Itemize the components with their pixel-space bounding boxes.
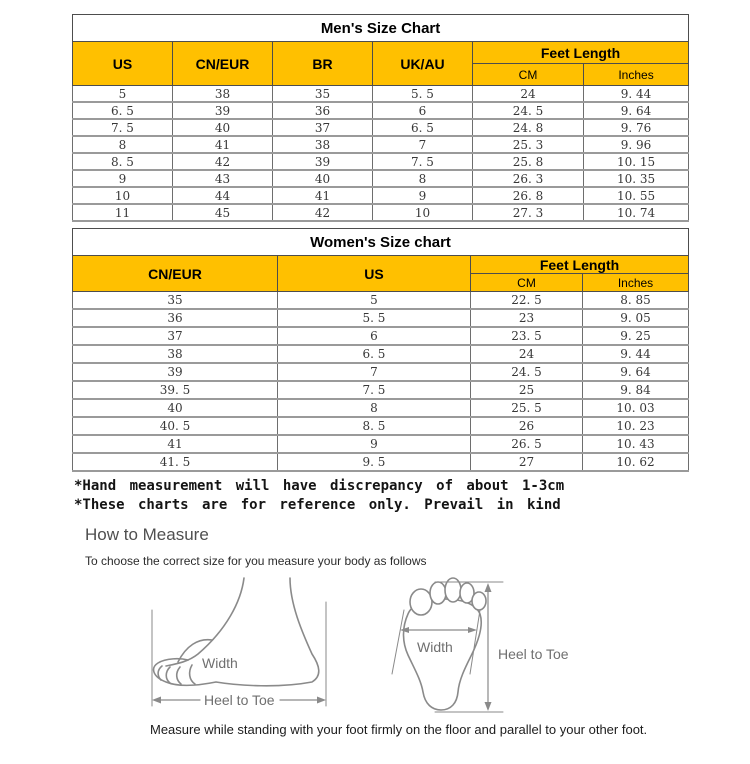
table-row <box>73 453 689 471</box>
foot-side-view-diagram <box>152 578 326 706</box>
cell: 8 <box>73 136 173 153</box>
side-heel-to-toe-label: Heel to Toe <box>204 692 275 708</box>
cell: 10. 15 <box>584 153 689 170</box>
cell: 10. 74 <box>584 204 689 221</box>
women-col-us: US <box>278 256 471 292</box>
table-row <box>73 363 689 381</box>
toe-line-1 <box>158 666 162 680</box>
cell: 6 <box>373 102 473 119</box>
cell: 37 <box>273 119 373 136</box>
table-row <box>73 327 689 345</box>
cell: 8. 85 <box>583 292 689 310</box>
cell: 41 <box>73 435 278 453</box>
cell: 26. 5 <box>471 435 583 453</box>
cell: 38 <box>73 345 278 363</box>
women-col-inches: Inches <box>583 274 689 292</box>
womens-table-body <box>73 292 689 472</box>
cell: 9. 25 <box>583 327 689 345</box>
table-row <box>73 417 689 435</box>
cell: 44 <box>173 187 273 204</box>
cell: 40. 5 <box>73 417 278 435</box>
toe-line-4 <box>190 665 195 684</box>
cell: 9. 64 <box>583 363 689 381</box>
table-row <box>73 204 689 221</box>
table-row <box>73 170 689 187</box>
men-col-feet-length: Feet Length <box>473 42 689 64</box>
men-col-us: US <box>73 42 173 86</box>
top-width-guide-left <box>392 610 404 674</box>
cell: 41 <box>173 136 273 153</box>
cell: 6 <box>278 327 471 345</box>
footnotes <box>74 477 750 515</box>
cell: 6. 5 <box>73 102 173 119</box>
cell: 25 <box>471 381 583 399</box>
cell: 22. 5 <box>471 292 583 310</box>
cell: 7 <box>373 136 473 153</box>
table-row <box>73 292 689 310</box>
cell: 9 <box>278 435 471 453</box>
cell: 9 <box>373 187 473 204</box>
cell: 8 <box>373 170 473 187</box>
cell: 42 <box>273 204 373 221</box>
toe-line-2 <box>166 667 170 683</box>
cell: 9. 64 <box>584 102 689 119</box>
cell: 39 <box>273 153 373 170</box>
vertical-arrowhead-bottom <box>485 702 492 711</box>
cell: 39 <box>73 363 278 381</box>
cell: 8. 5 <box>278 417 471 435</box>
women-col-cm: CM <box>471 274 583 292</box>
toe-line-3 <box>177 667 181 684</box>
cell: 9. 76 <box>584 119 689 136</box>
side-arrowhead-left <box>152 697 161 704</box>
cell: 27 <box>471 453 583 471</box>
side-width-label: Width <box>202 655 238 671</box>
cell: 9. 5 <box>278 453 471 471</box>
table-row <box>73 309 689 327</box>
cell: 10 <box>373 204 473 221</box>
cell: 27. 3 <box>473 204 584 221</box>
womens-table-title-row <box>73 229 689 256</box>
men-col-br: BR <box>273 42 373 86</box>
cell: 6. 5 <box>278 345 471 363</box>
cell: 26. 8 <box>473 187 584 204</box>
cell: 42 <box>173 153 273 170</box>
cell: 43 <box>173 170 273 187</box>
table-row <box>73 345 689 363</box>
cell: 8. 5 <box>73 153 173 170</box>
cell: 5. 5 <box>373 86 473 103</box>
cell: 5 <box>73 86 173 103</box>
cell: 39 <box>173 102 273 119</box>
measurement-diagram <box>140 572 620 722</box>
cell: 10 <box>73 187 173 204</box>
cell: 37 <box>73 327 278 345</box>
cell: 8 <box>278 399 471 417</box>
cell: 6. 5 <box>373 119 473 136</box>
mens-header-row <box>73 42 689 64</box>
mens-table-title: Men's Size Chart <box>73 15 689 42</box>
table-row <box>73 136 689 153</box>
women-col-cneur: CN/EUR <box>73 256 278 292</box>
mens-table-title-row <box>73 15 689 42</box>
table-row <box>73 435 689 453</box>
cell: 24. 5 <box>471 363 583 381</box>
table-row <box>73 381 689 399</box>
cell: 11 <box>73 204 173 221</box>
cell: 26 <box>471 417 583 435</box>
cell: 10. 62 <box>583 453 689 471</box>
cell: 38 <box>173 86 273 103</box>
cell: 9 <box>73 170 173 187</box>
cell: 25. 5 <box>471 399 583 417</box>
cell: 24 <box>473 86 584 103</box>
men-col-cneur: CN/EUR <box>173 42 273 86</box>
cell: 25. 3 <box>473 136 584 153</box>
womens-header-row <box>73 256 689 274</box>
mens-size-table <box>72 14 689 222</box>
cell: 10. 23 <box>583 417 689 435</box>
cell: 41 <box>273 187 373 204</box>
cell: 23. 5 <box>471 327 583 345</box>
table-row <box>73 153 689 170</box>
cell: 40 <box>273 170 373 187</box>
top-heel-to-toe-label: Heel to Toe <box>498 646 569 662</box>
men-col-inches: Inches <box>584 64 689 86</box>
cell: 9. 44 <box>583 345 689 363</box>
table-row <box>73 86 689 103</box>
measure-caption: Measure while standing with your foot firmly on the floor and parallel to your other foot. <box>150 722 648 737</box>
cell: 7. 5 <box>278 381 471 399</box>
cell: 9. 44 <box>584 86 689 103</box>
cell: 45 <box>173 204 273 221</box>
men-col-ukau: UK/AU <box>373 42 473 86</box>
cell: 10. 35 <box>584 170 689 187</box>
cell: 24. 5 <box>473 102 584 119</box>
cell: 9. 84 <box>583 381 689 399</box>
cell: 23 <box>471 309 583 327</box>
cell: 26. 3 <box>473 170 584 187</box>
table-row <box>73 187 689 204</box>
table-row <box>73 119 689 136</box>
womens-table-title: Women's Size chart <box>73 229 689 256</box>
side-arrowhead-right <box>317 697 326 704</box>
how-to-measure-heading: How to Measure <box>85 525 209 544</box>
men-col-cm: CM <box>473 64 584 86</box>
cell: 10. 03 <box>583 399 689 417</box>
cell: 5 <box>278 292 471 310</box>
women-col-feet-length: Feet Length <box>471 256 689 274</box>
toe-5 <box>472 592 486 610</box>
mens-table-body <box>73 86 689 222</box>
table-row <box>73 102 689 119</box>
footnote-line-2: *These charts are for reference only. Prevail in kind <box>74 497 561 513</box>
table-row <box>73 399 689 417</box>
cell: 24 <box>471 345 583 363</box>
cell: 40 <box>173 119 273 136</box>
top-width-label: Width <box>417 639 453 655</box>
cell: 36 <box>273 102 373 119</box>
cell: 10. 55 <box>584 187 689 204</box>
cell: 10. 43 <box>583 435 689 453</box>
cell: 40 <box>73 399 278 417</box>
vertical-arrowhead-top <box>485 583 492 592</box>
cell: 7. 5 <box>373 153 473 170</box>
cell: 38 <box>273 136 373 153</box>
cell: 36 <box>73 309 278 327</box>
cell: 35 <box>73 292 278 310</box>
foot-side-top-line <box>166 578 244 666</box>
cell: 25. 8 <box>473 153 584 170</box>
cell: 9. 05 <box>583 309 689 327</box>
cell: 35 <box>273 86 373 103</box>
how-to-measure-subheading: To choose the correct size for you measure your body as follows <box>85 554 427 568</box>
footnote-line-1: *Hand measurement will have discrepancy of about 1-3cm <box>74 478 565 494</box>
toe-2 <box>430 582 446 604</box>
cell: 5. 5 <box>278 309 471 327</box>
cell: 7. 5 <box>73 119 173 136</box>
big-toe <box>410 589 432 615</box>
cell: 39. 5 <box>73 381 278 399</box>
cell: 9. 96 <box>584 136 689 153</box>
womens-size-table <box>72 228 689 472</box>
cell: 7 <box>278 363 471 381</box>
cell: 41. 5 <box>73 453 278 471</box>
cell: 24. 8 <box>473 119 584 136</box>
